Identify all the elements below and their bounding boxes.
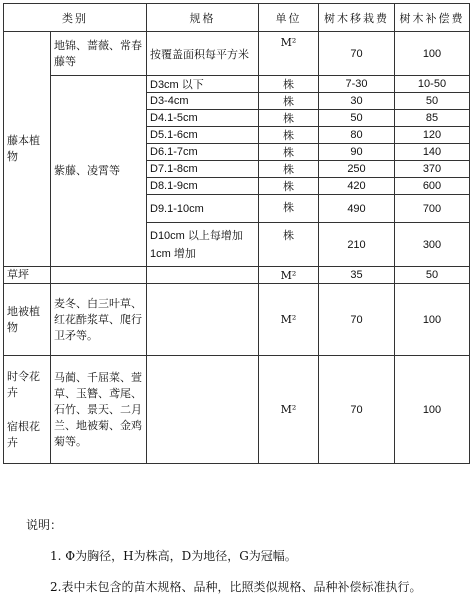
move-fee-cell: 210 (319, 223, 395, 267)
spec-cell: D10cm 以上每增加 1cm 增加 (147, 223, 259, 267)
spec-cell: D6.1-7cm (147, 144, 259, 161)
compensation-table (3, 3, 470, 464)
category-flowers (4, 356, 51, 464)
header-comp-fee: 树木补偿费 (395, 4, 470, 32)
unit-cell: M² (259, 267, 319, 284)
comp-fee-cell: 100 (395, 32, 470, 76)
move-fee-cell: 80 (319, 127, 395, 144)
unit-cell: 株 (259, 93, 319, 110)
move-fee-cell: 90 (319, 144, 395, 161)
category-lawn: 草坪 (4, 267, 51, 284)
move-fee-cell: 70 (319, 356, 395, 464)
comp-fee-cell: 140 (395, 144, 470, 161)
flower-items: 马蔺、千屈菜、萱草、玉簪、鸢尾、石竹、景天、二月兰、地被菊、金鸡菊等。 (51, 356, 147, 464)
header-spec: 规格 (147, 4, 259, 32)
note-item: 1. Φ为胸径，H为株高，D为地径，G为冠幅。 (50, 549, 297, 563)
notes-title: 说明： (26, 518, 63, 532)
empty-cell (147, 356, 259, 464)
comp-fee-cell: 100 (395, 356, 470, 464)
category-vine: 藤本植物 (4, 32, 51, 267)
comp-fee-cell: 300 (395, 223, 470, 267)
note-item: 2.表中未包含的苗木规格、品种，比照类似规格、品种补偿标准执行。 (50, 580, 422, 594)
empty-cell (147, 267, 259, 284)
groundcover-items: 麦冬、白三叶草、红花酢浆草、爬行卫矛等。 (51, 284, 147, 356)
move-fee-cell: 7-30 (319, 76, 395, 93)
move-fee-cell: 420 (319, 178, 395, 195)
category-seasonal-flowers: 时令花卉 (7, 369, 40, 399)
category-perennial-flowers: 宿根花卉 (7, 419, 40, 449)
table-row (4, 284, 470, 356)
move-fee-cell: 70 (319, 32, 395, 76)
spec-cell: D3-4cm (147, 93, 259, 110)
unit-cell: M² (259, 356, 319, 464)
unit-cell: 株 (259, 144, 319, 161)
move-fee-cell: 490 (319, 195, 395, 223)
comp-fee-cell: 120 (395, 127, 470, 144)
comp-fee-cell: 700 (395, 195, 470, 223)
unit-cell: M² (259, 32, 319, 76)
spec-cell: D7.1-8cm (147, 161, 259, 178)
header-row (4, 4, 470, 32)
unit-cell: 株 (259, 76, 319, 93)
table-row (4, 32, 470, 76)
spec-cell: D3cm 以下 (147, 76, 259, 93)
comp-fee-cell: 85 (395, 110, 470, 127)
unit-cell: 株 (259, 223, 319, 267)
unit-cell: 株 (259, 161, 319, 178)
comp-fee-cell: 50 (395, 267, 470, 284)
comp-fee-cell: 600 (395, 178, 470, 195)
empty-cell (147, 284, 259, 356)
move-fee-cell: 250 (319, 161, 395, 178)
table-row (4, 76, 470, 93)
table-row (4, 356, 470, 464)
category-groundcover: 地被植物 (4, 284, 51, 356)
move-fee-cell: 70 (319, 284, 395, 356)
comp-fee-cell: 100 (395, 284, 470, 356)
move-fee-cell: 35 (319, 267, 395, 284)
unit-cell: 株 (259, 195, 319, 223)
comp-fee-cell: 50 (395, 93, 470, 110)
spec-cell: 按覆盖面积每平方米 (147, 32, 259, 76)
spec-cell: D8.1-9cm (147, 178, 259, 195)
header-move-fee: 树木移栽费 (319, 4, 395, 32)
comp-fee-cell: 10-50 (395, 76, 470, 93)
move-fee-cell: 30 (319, 93, 395, 110)
spec-cell: D4.1-5cm (147, 110, 259, 127)
unit-cell: 株 (259, 127, 319, 144)
empty-cell (51, 267, 147, 284)
table-row (4, 267, 470, 284)
header-unit: 单位 (259, 4, 319, 32)
subcategory-wisteria: 紫藤、凌霄等 (51, 76, 147, 267)
unit-cell: M² (259, 284, 319, 356)
spec-cell: D5.1-6cm (147, 127, 259, 144)
subcategory-ivy: 地锦、蔷薇、常春藤等 (51, 32, 147, 76)
unit-cell: 株 (259, 178, 319, 195)
move-fee-cell: 50 (319, 110, 395, 127)
header-category: 类别 (4, 4, 147, 32)
unit-cell: 株 (259, 110, 319, 127)
spec-cell: D9.1-10cm (147, 195, 259, 223)
comp-fee-cell: 370 (395, 161, 470, 178)
